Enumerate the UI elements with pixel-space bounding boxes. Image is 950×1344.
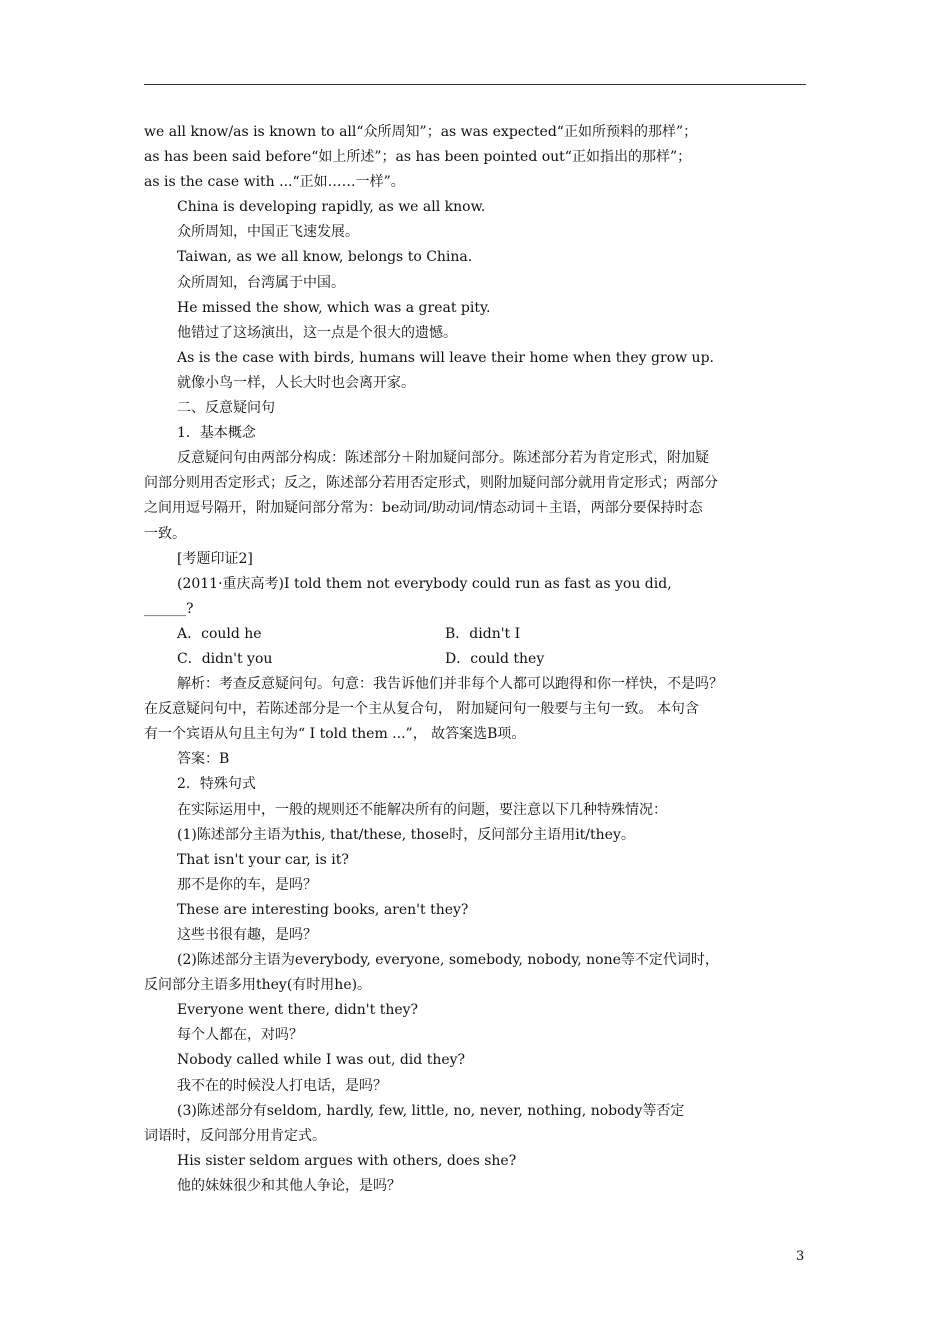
option-d: D．could they [445, 650, 545, 667]
text-line: as has been said before“如上所述”；as has been pointed out“正如指出的那样”； [144, 149, 692, 166]
subsection-heading: 2．特殊句式 [177, 776, 256, 793]
example-sentence: As is the case with birds, humans will leave their home when they grow up. [177, 349, 714, 366]
example-sentence: Everyone went there, didn't they? [177, 1002, 419, 1019]
example-sentence: That isn't your car, is it? [177, 851, 349, 868]
analysis-text: 有一个宾语从句且主句为“ I told them ...”， 故答案选B项。 [144, 726, 526, 743]
text-line: as is the case with ...“正如……一样”。 [144, 174, 405, 191]
answer-text: 答案：B [177, 751, 230, 768]
example-sentence: These are interesting books, aren't they? [177, 901, 469, 918]
rule-item-continued: 反问部分主语多用they(有时用he)。 [144, 977, 372, 994]
answer-options-row [144, 622, 808, 647]
example-translation: 那不是你的车，是吗？ [177, 876, 317, 893]
example-translation: 每个人都在，对吗？ [177, 1027, 303, 1044]
section-heading: 二、反意疑问句 [177, 400, 275, 417]
rule-item: (3)陈述部分有seldom, hardly, few, little, no, never, nothing, nobody等否定 [177, 1102, 685, 1119]
option-b: B．didn't I [445, 625, 521, 642]
example-sentence: Taiwan, as we all know, belongs to China. [177, 249, 473, 266]
rule-item: (2)陈述部分主语为everybody, everyone, somebody, nobody, none等不定代词时， [177, 952, 719, 969]
example-translation: 就像小鸟一样，人长大时也会离开家。 [177, 374, 415, 391]
page-number: 3 [796, 1249, 805, 1264]
text-line: 在实际运用中，一般的规则还不能解决所有的问题，要注意以下几种特殊情况： [177, 801, 667, 818]
subsection-heading: 1．基本概念 [177, 425, 256, 442]
example-translation: 他的妹妹很少和其他人争论，是吗？ [177, 1177, 401, 1194]
text-line: 一致。 [144, 525, 186, 542]
analysis-text: 在反意疑问句中，若陈述部分是一个主从复合句， 附加疑问句一般要与主句一致。 本句含 [144, 701, 699, 718]
example-sentence: China is developing rapidly, as we all know. [177, 199, 486, 216]
example-sentence: He missed the show, which was a great pity. [177, 299, 491, 316]
exam-question-blank: ______? [144, 600, 194, 617]
example-sentence: His sister seldom argues with others, does she? [177, 1152, 517, 1169]
option-c: C．didn't you [177, 650, 273, 667]
text-line: we all know/as is known to all“众所周知”；as was expected“正如所预料的那样”； [144, 124, 698, 140]
answer-options-row [144, 647, 808, 672]
example-translation: 我不在的时候没人打电话，是吗？ [177, 1077, 387, 1094]
text-line: 问部分则用否定形式；反之，陈述部分若用否定形式，则附加疑问部分就用肯定形式；两部分 [144, 475, 718, 492]
text-line: 之间用逗号隔开，附加疑问部分常为：be动词/助动词/情态动词＋主语，两部分要保持时态 [144, 500, 703, 517]
text-line: 反意疑问句由两部分构成：陈述部分＋附加疑问部分。陈述部分若为肯定形式，附加疑 [177, 450, 709, 467]
example-translation: 众所周知，中国正飞速发展。 [177, 224, 359, 241]
analysis-text: 解析：考查反意疑问句。句意：我告诉他们并非每个人都可以跑得和你一样快，不是吗？ [177, 676, 723, 693]
rule-item-continued: 词语时，反问部分用肯定式。 [144, 1127, 326, 1144]
header-rule [144, 84, 806, 85]
rule-item: (1)陈述部分主语为this, that/these, those时，反问部分主语用it/they。 [177, 826, 635, 843]
example-translation: 众所周知，台湾属于中国。 [177, 274, 345, 291]
exam-label: [考题印证2] [177, 550, 253, 567]
example-translation: 他错过了这场演出，这一点是个很大的遗憾。 [177, 324, 457, 341]
document-body [144, 120, 808, 1199]
option-a: A．could he [177, 625, 262, 642]
exam-question: (2011·重庆高考)I told them not everybody could run as fast as you did, [177, 575, 672, 592]
example-translation: 这些书很有趣，是吗？ [177, 927, 317, 943]
example-sentence: Nobody called while I was out, did they? [177, 1052, 466, 1069]
